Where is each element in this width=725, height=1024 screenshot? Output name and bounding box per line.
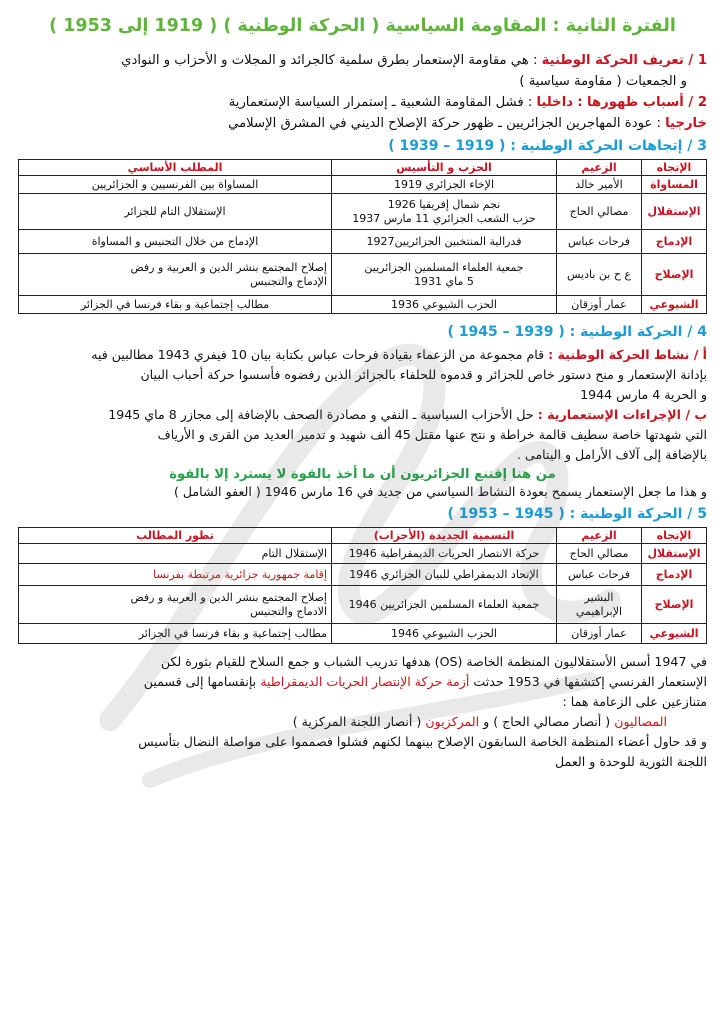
section-4-b-text3: بالإضافة إلى آلاف الأرامل و اليتامى . <box>516 447 707 462</box>
table-cell-demand: مطالب إجتماعية و بقاء فرنسا في الجزائر <box>19 296 332 314</box>
section-5-p2-red: أزمة حركة الإنتصار الحريات الديمقراطية <box>260 674 470 689</box>
section-3-heading: 3 / إتجاهات الحركة الوطنية : ( 1919 – 1939 ) <box>388 138 707 154</box>
section-2-label: 2 / أسباب ظهورها : <box>577 95 707 110</box>
quote-force: من هنا إقتنع الجزائريون أن ما أخذ بالقوة لا يسترد إلا بالقوة <box>169 467 556 482</box>
table1-header-direction: الإتجاه <box>642 160 707 176</box>
section-5-heading: 5 / الحركة الوطنية : ( 1945 – 1953 ) <box>447 506 707 522</box>
section-2-outer-text: : عودة المهاجرين الجزائريين ـ ظهور حركة الإصلاح الديني في المشرق الإسلامي <box>228 116 661 131</box>
section-4-b-text2: التي شهدتها خاصة سطيف قالمة خراطة و نتج عنها مقتل 45 ألف شهيد و تدمير العديد من القرى و الأرياف <box>157 427 707 442</box>
table2-header-direction: الإتجاه <box>642 528 707 544</box>
section-5-p4-red2: المركزيون <box>425 714 480 729</box>
table-cell-demand: إقامة جمهورية جزائرية مرتبطة بفرنسا <box>19 564 332 586</box>
table-cell-demand-line: إصلاح المجتمع بنشر الدين و العربية و رفض <box>130 260 327 274</box>
section-4-a <box>18 345 707 365</box>
table-row <box>19 254 707 296</box>
table-cell-leader: مصالي الحاج <box>557 544 642 564</box>
table-cell-demand: الإستقلال التام للجزائر <box>19 194 332 230</box>
section-2-outer <box>18 113 707 134</box>
section-4-a-text2: بإدانة الإستعمار و منح دستور خاص للجزائر و قدموه للحلفاء بالجزائر الذين رفضوه فأسسوا حركة أحباب البيان <box>140 367 707 382</box>
section-5-p4-mid: ( أنصار مصالي الحاج ) و <box>483 714 611 729</box>
section-2-outer-label: خارجيا <box>665 116 707 131</box>
table-cell-party-line: 5 ماي 1931 <box>414 274 474 288</box>
page-title: الفترة الثانية : المقاومة السياسية ( الحركة الوطنية ) ( 1919 إلى 1953 ) <box>49 16 676 36</box>
table-row <box>19 230 707 254</box>
table-cell-demand: الإدماج من خلال التجنيس و المساواة <box>19 230 332 254</box>
section-5-p4 <box>18 712 707 732</box>
section-1-text-cont: و الجمعيات ( مقاومة سياسية ) <box>519 74 687 89</box>
table-cell-demand <box>19 586 332 624</box>
section-4-b-label: ب / الإجراءات الإستعمارية : <box>537 407 707 422</box>
table-cell-leader: مصالي الحاج <box>557 194 642 230</box>
section-5-p3: متنازعين على الزعامة هما : <box>562 694 707 709</box>
table-cell-party: الحزب الشيوعي 1936 <box>332 296 557 314</box>
table2-header-demand: تطور المطالب <box>19 528 332 544</box>
section-5-p2-a: الإستعمار الفرنسي إكتشفها في 1953 حدثت <box>473 674 707 689</box>
table-cell-leader: عمار أوزقان <box>557 624 642 644</box>
table-cell-party-line: حزب الشعب الجزائري 11 مارس 1937 <box>352 211 536 225</box>
section-4-after: و هذا ما جعل الإستعمار يسمح بعودة النشاط السياسي من جديد في 16 مارس 1946 ( العفو الشامل ) <box>173 484 707 499</box>
spacer <box>18 644 707 652</box>
table2-header-party: التسمية الجديدة (الأحزاب) <box>332 528 557 544</box>
table-cell-direction: الإستقلال <box>642 194 707 230</box>
table-cell-party: جمعية العلماء المسلمين الجزائريين 1946 <box>332 586 557 624</box>
table-cell-demand-line: الادماج والتجنيس <box>250 604 327 618</box>
table-cell-demand-line: إصلاح المجتمع بنشر الدين و العربية و رفض <box>130 590 327 604</box>
section-1-text: : هي مقاومة الإستعمار بطرق سلمية كالجرائد و المجلات و الأحزاب و النوادي <box>121 53 538 68</box>
section-4-a-text3: و الحرية 4 مارس 1944 <box>580 387 707 402</box>
table-cell-demand: المساواة بين الفرنسيين و الجزائريين <box>19 176 332 194</box>
table-cell-demand: مطالب إجتماعية و بقاء فرنسا في الجزائر <box>19 624 332 644</box>
section-2-causes <box>18 92 707 113</box>
table-row <box>19 544 707 564</box>
table-row <box>19 176 707 194</box>
table-cell-direction: الإدماج <box>642 230 707 254</box>
table-cell-demand-line: الإدماج والتجنيس <box>250 274 327 288</box>
table-row <box>19 564 707 586</box>
table-cell-direction: الشيوعي <box>642 624 707 644</box>
table-row <box>19 624 707 644</box>
table1-header-party: الحزب و التأسيس <box>332 160 557 176</box>
table-cell-direction: الإدماج <box>642 564 707 586</box>
table-cell-leader: البشير الإبراهيمي <box>557 586 642 624</box>
section-5-p1: في 1947 أسس الأستقلاليون المنظمة الخاصة (OS) هدفها تدريب الشباب و جمع السلاح للقيام بثورة لكن <box>160 654 707 669</box>
table-cell-demand: الإستقلال التام <box>19 544 332 564</box>
table-row <box>19 586 707 624</box>
section-1-definition <box>18 50 707 71</box>
table-cell-direction: الإصلاح <box>642 254 707 296</box>
section-4-a-text: قام مجموعة من الزعماء بقيادة فرحات عباس بكتابة بيان 10 فيفري 1943 مطالبين فيه <box>91 347 545 362</box>
table-cell-direction: الإصلاح <box>642 586 707 624</box>
table-cell-leader: الأمير خالد <box>557 176 642 194</box>
table-cell-party: فدرالية المنتخبين الجزائريين1927 <box>332 230 557 254</box>
table-row <box>19 296 707 314</box>
table-cell-direction: المساواة <box>642 176 707 194</box>
section-1-label: 1 / تعريف الحركة الوطنية <box>541 53 707 68</box>
section-2-inner-text: : فشل المقاومة الشعبية ـ إستمرار السياسة الإستعمارية <box>228 95 533 110</box>
table1-header-demand: المطلب الأساسي <box>19 160 332 176</box>
section-4-b-text: حل الأحزاب السياسية ـ النفي و مصادرة الصحف بالإضافة إلى مجازر 8 ماي 1945 <box>108 407 534 422</box>
table-cell-party: الحزب الشيوعي 1946 <box>332 624 557 644</box>
section-4-heading: 4 / الحركة الوطنية : ( 1939 – 1945 ) <box>447 324 707 340</box>
table-cell-party <box>332 194 557 230</box>
table-row <box>19 194 707 230</box>
section-2-inner-label: داخليا <box>536 95 573 110</box>
section-4-b <box>18 405 707 425</box>
table-cell-leader: فرحات عباس <box>557 564 642 586</box>
section-4-a-label: أ / نشاط الحركة الوطنية : <box>548 347 707 362</box>
trends-table-1919-1939 <box>18 159 707 314</box>
section-5-p4-red1: المصاليون <box>614 714 667 729</box>
table2-header-leader: الزعيم <box>557 528 642 544</box>
table-cell-party <box>332 254 557 296</box>
section-5-p6: اللجنة الثورية للوحدة و العمل <box>555 754 707 769</box>
section-5-p2 <box>18 672 707 692</box>
table-cell-leader: فرحات عباس <box>557 230 642 254</box>
table-cell-leader: عمار أوزقان <box>557 296 642 314</box>
table-cell-party-line: نجم شمال إفريقيا 1926 <box>387 197 501 211</box>
table-cell-party: الإتحاد الديمقراطي للبيان الجزائري 1946 <box>332 564 557 586</box>
section-5-p4-end: ( أنصار اللجنة المركزية ) <box>292 714 422 729</box>
table-cell-direction: الإستقلال <box>642 544 707 564</box>
trends-table-1945-1953 <box>18 527 707 644</box>
table-cell-party: الإخاء الجزائري 1919 <box>332 176 557 194</box>
section-5-p5: و قد حاول أعضاء المنظمة الخاصة السابقون الإصلاح بينهما لكنهم فشلوا فصمموا على مواصلة النضال بتأسيس <box>138 734 707 749</box>
table-cell-leader: ع ح بن باديس <box>557 254 642 296</box>
table1-header-leader: الزعيم <box>557 160 642 176</box>
section-5-p2-b: بإنقسامها إلى قسمين <box>143 674 257 689</box>
table-cell-demand <box>19 254 332 296</box>
table-cell-direction: الشيوعي <box>642 296 707 314</box>
table-cell-party-line: جمعية العلماء المسلمين الجزائريين <box>364 260 524 274</box>
table-cell-party: حركة الانتصار الحريات الديمقراطية 1946 <box>332 544 557 564</box>
